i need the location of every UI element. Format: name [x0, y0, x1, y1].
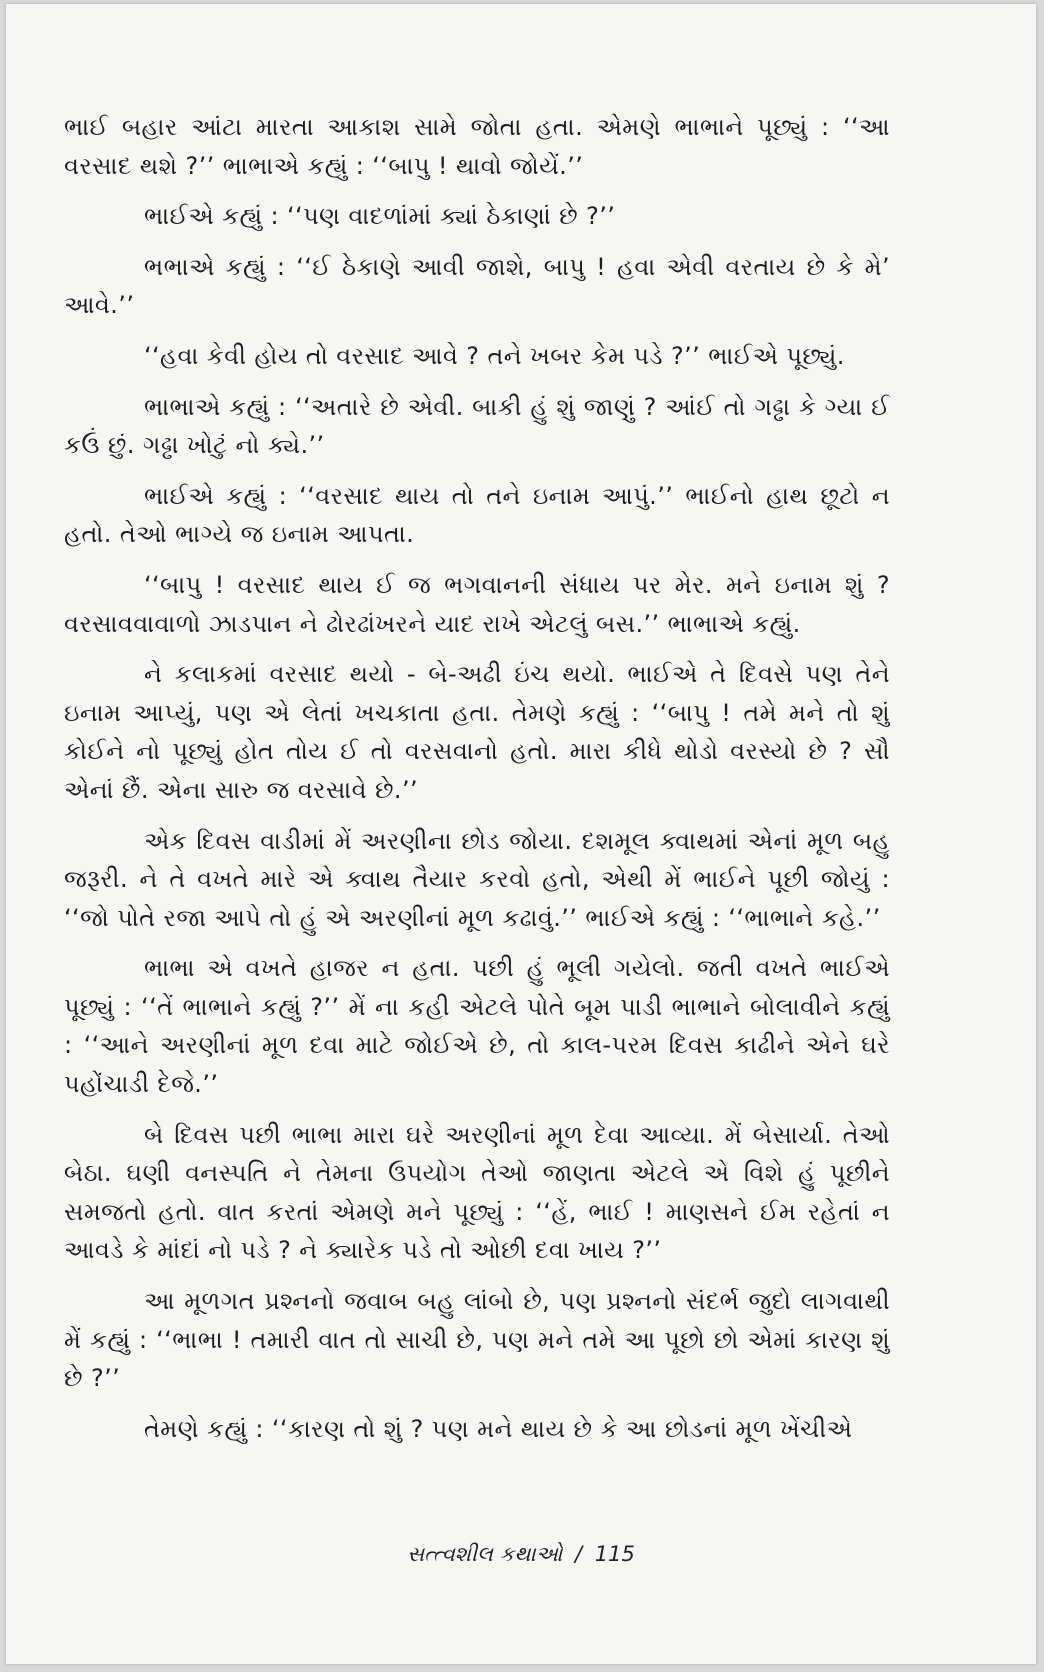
paragraph: ભાઈ બહાર આંટા મારતા આકાશ સામે જોતા હતા. એમણે ભાભાને પૂછ્યું : ‘‘આ વરસાદ થશે ?’’ ભાભાએ કહ્યું : ‘‘બાપુ ! થાવો જોયેં.’’ [64, 113, 890, 180]
paragraph: ‘‘બાપુ ! વરસાદ થાય ઈ જ ભગવાનની સંધાય પર મેર. મને ઇનામ શું ? વરસાવવાવાળો ઝાડપાન ને ઢોરઢાંખરને યાદ રાખે એટલું બસ.’’ ભાભાએ કહ્યું. [64, 570, 890, 638]
paragraph: એક દિવસ વાડીમાં મેં અરણીના છોડ જોયા. દશમૂલ ક્વાથમાં એનાં મૂળ બહુ જરૂરી. ને તે વખતે મારે એ ક્વાથ તૈયાર કરવો હતો, એથી મેં ભાઈને પૂછી જોયું : ‘‘જો પોતે રજા આપે તો હું એ અરણીનાં મૂળ કઢાવું.’’ ભાઈએ કહ્યું : ‘‘ભાભાને કહે.’’ [64, 826, 890, 932]
paragraph: તેમણે કહ્યું : ‘‘કારણ તો શું ? પણ મને થાય છે કે આ છોડનાં મૂળ ખેંચીએ [144, 1414, 853, 1443]
paragraph: ભાઈએ કહ્યું : ‘‘વરસાદ થાય તો તને ઇનામ આપું.’’ ભાઈનો હાથ છૂટો ન હતો. તેઓ ભાગ્યે જ ઇનામ આપતા. [64, 481, 890, 549]
book-page [6, 4, 1036, 1664]
footer-separator: / [575, 1542, 583, 1566]
paragraph: બે દિવસ પછી ભાભા મારા ઘરે અરણીનાં મૂળ દેવા આવ્યા. મેં બેસાર્યા. તેઓ બેઠા. ઘણી વનસ્પતિ ને તેમના ઉપયોગ તેઓ જાણતા એટલે એ વિશે હું પૂછીને સમજતો હતો. વાત કરતાં એમણે મને પૂછ્યું : ‘‘હેં, ભાઈ ! માણસને ઈમ રહેતાં ન આવડે કે માંદાં નો પડે ? ને ક્યારેક પડે તો ઓછી દવા ખાય ?’’ [64, 1120, 890, 1265]
paragraph: ભભાએ કહ્યું : ‘‘ઈ ઠેકાણે આવી જાશે, બાપુ ! હવા એવી વરતાય છે કે મે’ આવે.’’ [64, 252, 890, 320]
paragraph: ને કલાકમાં વરસાદ થયો - બે-અઢી ઇંચ થયો. ભાઈએ તે દિવસે પણ તેને ઇનામ આપ્યું, પણ એ લેતાં ખચકાતા હતા. તેમણે કહ્યું : ‘‘બાપુ ! તમે મને તો શું કોઈને નો પૂછ્યું હોત તોય ઈ તો વરસવાનો હતો. મારા કીધે થોડો વરસ્યો છે ? સૌ એનાં છૈં. એના સારુ જ વરસાવે છે.’’ [64, 660, 890, 804]
paragraph: ‘‘હવા કેવી હોય તો વરસાદ આવે ? તને ખબર કેમ પડે ?’’ ભાઈએ પૂછ્યું. [144, 341, 845, 370]
paragraph: ભાભાએ કહ્યું : ‘‘અતારે છે એવી. બાકી હું શું જાણું ? આંઈ તો ગઢ્ઢા કે ગ્યા ઈ કઉં છું. ગઢ્ઢા ખોટું નો ક્યે.’’ [64, 392, 890, 460]
page-footer [6, 1542, 1036, 1567]
paragraph: ભાઈએ કહ્યું : ‘‘પણ વાદળાંમાં ક્યાં ઠેકાણાં છે ?’’ [144, 202, 616, 231]
page-number: 115 [594, 1542, 635, 1566]
paragraph: આ મૂળગત પ્રશ્નનો જવાબ બહુ લાંબો છે, પણ પ્રશ્નનો સંદર્ભ જુદો લાગવાથી મેં કહ્યું : ‘‘ભાભા ! તમારી વાત તો સાચી છે, પણ મને તમે આ પૂછો છો એમાં કારણ શું છે ?’’ [64, 1287, 890, 1393]
paragraph: ભાભા એ વખતે હાજર ન હતા. પછી હું ભૂલી ગયેલો. જતી વખતે ભાઈએ પૂછ્યું : ‘‘તેં ભાભાને કહ્યું ?’’ મેં ના કહી એટલે પોતે બૂમ પાડી ભાભાને બોલાવીને કહ્યું : ‘‘આને અરણીનાં મૂળ દવા માટે જોઈએ છે, તો કાલ-પરમ દિવસ કાઢીને એને ઘરે પહોંચાડી દેજે.’’ [64, 954, 890, 1099]
body-text [64, 108, 890, 1460]
book-title: સત્ત્વશીલ કથાઓ [407, 1542, 563, 1566]
